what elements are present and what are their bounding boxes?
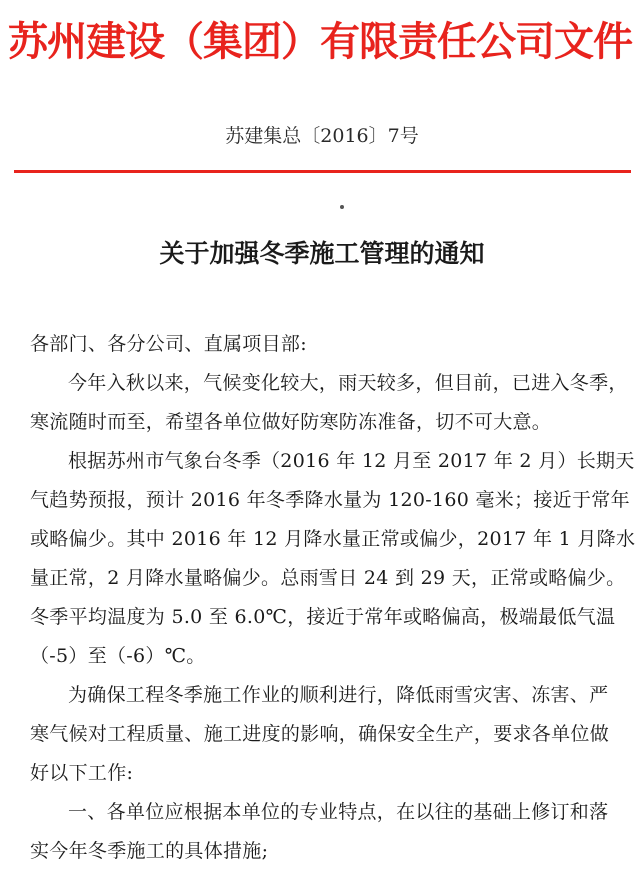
body-line: 今年入秋以来，气候变化较大，雨天较多，但目前，已进入冬季， — [68, 372, 628, 394]
body-line: 气趋势预报，预计 2016 年冬季降水量为 120-160 毫米；接近于常年 — [30, 489, 630, 511]
body-line: 寒流随时而至，希望各单位做好防寒防冻准备，切不可大意。 — [30, 411, 552, 433]
salutation-line: 各部门、各分公司、直属项目部: — [30, 333, 307, 355]
dot-mark — [340, 205, 344, 209]
body-line: 量正常，2 月降水量略偏少。总雨雪日 24 到 29 天，正常或略偏少。 — [30, 567, 626, 589]
body-line: 寒气候对工程质量、施工进度的影响，确保安全生产，要求各单位做 — [30, 723, 610, 745]
body-line: 一、各单位应根据本单位的专业特点，在以往的基础上修订和落 — [68, 801, 609, 823]
document-number: 苏建集总〔2016〕7号 — [225, 125, 419, 147]
body-line: 实今年冬季施工的具体措施; — [30, 840, 269, 862]
header-title: 苏州建设（集团）有限责任公司文件 — [8, 18, 632, 65]
body-line: 为确保工程冬季施工作业的顺利进行，降低雨雪灾害、冻害、严 — [68, 684, 609, 706]
notice-title: 关于加强冬季施工管理的通知 — [159, 239, 485, 268]
body-line: 根据苏州市气象台冬季（2016 年 12 月至 2017 年 2 月）长期天 — [68, 450, 635, 472]
body-line: 或略偏少。其中 2016 年 12 月降水量正常或偏少，2017 年 1 月降水 — [30, 528, 636, 550]
body-line: 好以下工作: — [30, 762, 134, 784]
body-line: （-5）至（-6）℃。 — [30, 645, 206, 667]
body-line: 冬季平均温度为 5.0 至 6.0℃，接近于常年或略偏高，极端最低气温 — [30, 606, 616, 628]
header-divider — [14, 170, 631, 173]
